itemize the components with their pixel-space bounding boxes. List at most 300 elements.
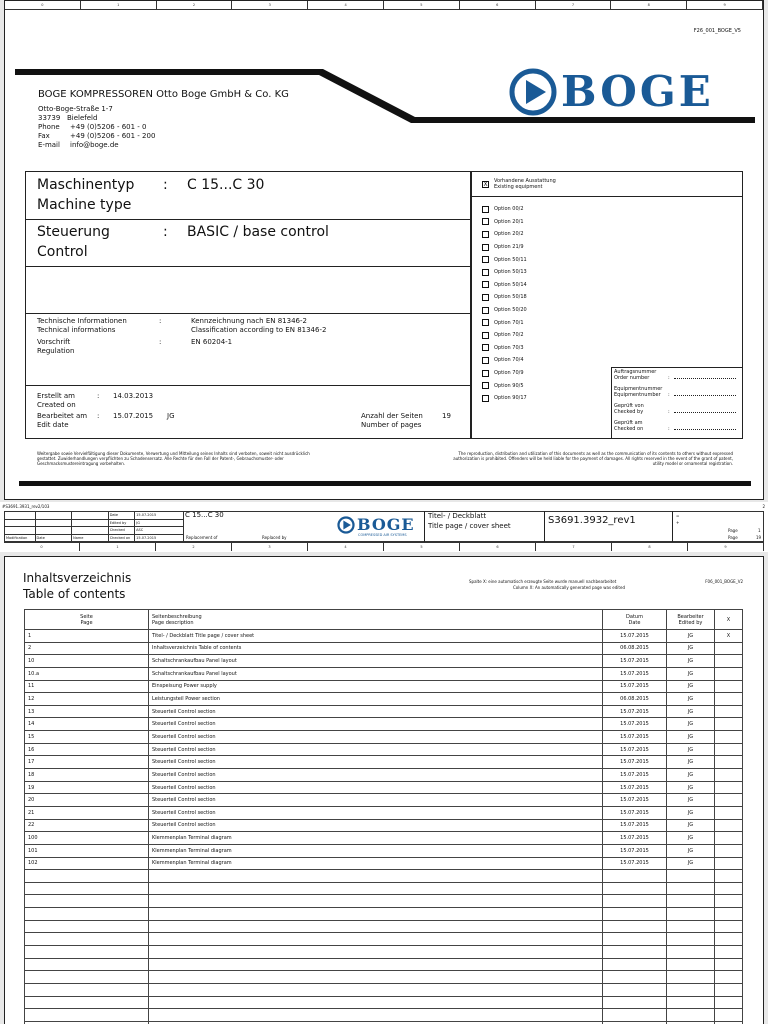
row-page: 14 <box>25 718 149 731</box>
row-editor: JG <box>667 731 715 744</box>
row-date: 15.07.2015 <box>603 731 667 744</box>
row-date: 15.07.2015 <box>603 857 667 870</box>
tb-row <box>5 519 184 527</box>
legal-de: Weitergabe sowie Vervielfältigung dieser Dokumente, Verwertung und Mitteilung seines Inhalts sind verboten, soweit nicht ausdrücklich gestattet. Zuwiderhandlungen verpflichten zu Schadensersatz. Alle Rechte für den Fall der Patent-, Gebrauchsmuster- oder Geschmacksmustereintragung vorbehalten. <box>37 451 310 466</box>
row-x <box>715 680 743 693</box>
order-field-line <box>674 378 736 379</box>
order-field[interactable] <box>614 386 740 398</box>
row-editor: JG <box>667 806 715 819</box>
row-desc: Steuerteil Control section <box>149 756 603 769</box>
empty-cell <box>149 895 603 908</box>
row-page: 15 <box>25 731 149 744</box>
row-x <box>715 667 743 680</box>
tb-value: 15.07.2015 <box>135 534 184 542</box>
options-list <box>482 203 592 405</box>
reg-label-de: Vorschrift <box>37 338 71 346</box>
control-en: Control <box>37 244 88 260</box>
empty-cell <box>25 1009 149 1022</box>
empty-cell <box>667 1009 715 1022</box>
option-checkbox[interactable] <box>482 206 489 213</box>
empty-row <box>25 908 743 921</box>
row-desc: Klemmenplan Terminal diagram <box>149 832 603 845</box>
tb-page-value: 1 <box>758 528 761 533</box>
tb-mod-cell: Modification <box>5 534 36 542</box>
table-row[interactable] <box>25 794 743 807</box>
tb-replacement: Replacement of <box>186 535 218 540</box>
legal-en: The reproduction, distribution and utilization of this documents as well as the communication of its contents to others without expressed authorization is prohibited. Offenders will be held liable for the payment of damages. All rights reserved in the event of the grant of patent, utility model or ornamental registration. <box>453 451 733 466</box>
empty-cell <box>25 882 149 895</box>
empty-cell <box>715 908 743 921</box>
option-checkbox[interactable] <box>482 357 489 364</box>
empty-cell <box>149 920 603 933</box>
option-checkbox[interactable] <box>482 319 489 326</box>
row-page: 19 <box>25 781 149 794</box>
tb-mod-cell <box>5 512 36 520</box>
control-de: Steuerung <box>37 224 110 240</box>
empty-row <box>25 971 743 984</box>
tb-logo-sub: COMPRESSED AIR SYSTEMS <box>358 533 407 537</box>
empty-cell <box>667 933 715 946</box>
empty-cell <box>25 908 149 921</box>
fax-label: Fax <box>38 132 50 140</box>
col-editor-de: Bearbeiter <box>677 613 704 620</box>
option-checkbox[interactable] <box>482 269 489 276</box>
option-label: Option 90/17 <box>494 395 527 402</box>
option-checkbox[interactable] <box>482 231 489 238</box>
mid-ruler <box>4 542 764 551</box>
empty-cell <box>715 971 743 984</box>
order-field[interactable] <box>614 403 740 415</box>
row-page: 21 <box>25 806 149 819</box>
tech-label-de: Technische Informationen <box>37 317 127 325</box>
company-city: Bielefeld <box>66 114 98 122</box>
pages-de: Anzahl der Seiten <box>361 412 423 420</box>
order-field[interactable] <box>614 420 740 432</box>
empty-row <box>25 882 743 895</box>
option-item[interactable] <box>482 203 592 216</box>
tb-logo-mark-icon <box>337 516 355 534</box>
order-field-line <box>674 429 736 430</box>
empty-cell <box>149 933 603 946</box>
option-label: Option 50/11 <box>494 256 527 263</box>
option-item[interactable] <box>482 367 592 380</box>
order-field-label <box>614 420 668 432</box>
order-field-en: Order number <box>614 375 650 381</box>
doc-code: F26_001_BOGE_V5 <box>693 28 741 34</box>
order-field-de: Auftragsnummer <box>614 369 657 375</box>
machine-type-value: C 15...C 30 <box>187 177 265 193</box>
option-item[interactable] <box>482 266 592 279</box>
created-de: Erstellt am <box>37 392 75 400</box>
empty-cell <box>715 1009 743 1022</box>
option-item[interactable] <box>482 379 592 392</box>
empty-cell <box>149 983 603 996</box>
col-date-en: Date <box>628 619 641 626</box>
row-date: 15.07.2015 <box>603 630 667 643</box>
empty-cell <box>667 895 715 908</box>
empty-cell <box>715 958 743 971</box>
row-date: 15.07.2015 <box>603 832 667 845</box>
order-field[interactable] <box>614 369 740 381</box>
created-colon: : <box>97 392 100 400</box>
tech-label-en: Technical informations <box>37 325 116 334</box>
table-row[interactable] <box>25 857 743 870</box>
table-row[interactable] <box>25 655 743 668</box>
table-row[interactable] <box>25 743 743 756</box>
boge-logo <box>509 67 714 116</box>
empty-cell <box>715 895 743 908</box>
option-label: Option 90/5 <box>494 382 524 389</box>
bottom-band <box>19 481 751 486</box>
tb-title-de: Titel- / Deckblatt <box>428 512 487 520</box>
empty-cell <box>25 971 149 984</box>
empty-cell <box>603 958 667 971</box>
empty-cell <box>715 996 743 1009</box>
tb-label: Date <box>108 512 134 520</box>
option-label: Option 50/13 <box>494 269 527 276</box>
control-value: BASIC / base control <box>187 224 329 240</box>
empty-cell <box>149 908 603 921</box>
row-desc: Titel- / Deckblatt Title page / cover sheet <box>149 630 603 643</box>
tb-value: 15.07.2015 <box>135 512 184 520</box>
existing-label-de: Vorhandene Ausstattung <box>494 178 556 184</box>
company-address <box>38 105 155 150</box>
fax-value: +49 (0)5206 - 601 - 200 <box>70 132 156 140</box>
empty-cell <box>715 920 743 933</box>
edited-by: JG <box>167 412 175 420</box>
table-row[interactable] <box>25 819 743 832</box>
empty-cell <box>603 933 667 946</box>
row-x <box>715 781 743 794</box>
row-editor: JG <box>667 781 715 794</box>
tb-label: Edited by <box>108 519 134 527</box>
order-field-line <box>674 395 736 396</box>
row-date: 15.07.2015 <box>603 756 667 769</box>
option-checkbox[interactable] <box>482 370 489 377</box>
empty-cell <box>667 958 715 971</box>
table-row[interactable] <box>25 718 743 731</box>
row-page: 2 <box>25 642 149 655</box>
order-field-colon: : <box>668 426 670 432</box>
table-row[interactable] <box>25 642 743 655</box>
table-row[interactable] <box>25 756 743 769</box>
existing-label-en: Existing equipment <box>494 184 543 190</box>
empty-cell <box>667 882 715 895</box>
tb-label: Checked on <box>108 534 134 542</box>
option-checkbox[interactable] <box>482 307 489 314</box>
row-x <box>715 832 743 845</box>
option-label: Option 20/1 <box>494 218 524 225</box>
machine-type-colon: : <box>163 177 168 193</box>
table-row[interactable] <box>25 680 743 693</box>
row-x <box>715 731 743 744</box>
machine-type-en: Machine type <box>37 197 132 213</box>
tb-mod-cell <box>35 519 72 527</box>
option-item[interactable] <box>482 316 592 329</box>
table-row[interactable] <box>25 832 743 845</box>
empty-cell <box>603 946 667 959</box>
row-page: 102 <box>25 857 149 870</box>
company-zip: 33739 <box>38 114 61 122</box>
row-page: 18 <box>25 769 149 782</box>
option-item[interactable] <box>482 279 592 292</box>
toc-doc-code: F06_001_BOGE_V2 <box>705 579 743 584</box>
row-desc: Steuerteil Control section <box>149 731 603 744</box>
ruler-cell: 6 <box>460 543 536 551</box>
empty-cell <box>667 920 715 933</box>
row-date: 15.07.2015 <box>603 844 667 857</box>
existing-equipment <box>482 178 556 190</box>
col-editor-en: Edited by <box>678 619 703 626</box>
order-fields <box>614 369 740 437</box>
row-editor: JG <box>667 655 715 668</box>
option-item[interactable] <box>482 342 592 355</box>
empty-cell <box>667 908 715 921</box>
empty-cell <box>715 983 743 996</box>
row-x <box>715 844 743 857</box>
dates-block <box>37 392 87 430</box>
tb-mod-cell <box>72 527 109 535</box>
empty-cell <box>603 870 667 883</box>
order-field-de: Geprüft am <box>614 420 643 426</box>
row-page: 10.a <box>25 667 149 680</box>
row-date: 15.07.2015 <box>603 655 667 668</box>
edited-en: Edit date <box>37 421 69 429</box>
row-page: 101 <box>25 844 149 857</box>
empty-cell <box>149 1009 603 1022</box>
pages-value: 19 <box>442 412 451 420</box>
row-date: 15.07.2015 <box>603 806 667 819</box>
empty-cell <box>149 958 603 971</box>
machine-type-de: Maschinentyp <box>37 177 135 193</box>
row-x <box>715 819 743 832</box>
order-field-colon: : <box>668 409 670 415</box>
order-field-label <box>614 369 668 381</box>
option-checkbox[interactable] <box>482 244 489 251</box>
tb-mod-cell: Date <box>35 534 72 542</box>
order-field-label <box>614 403 668 415</box>
col-page-en: Page <box>80 619 93 626</box>
option-item[interactable] <box>482 241 592 254</box>
row-date: 15.07.2015 <box>603 743 667 756</box>
row-x <box>715 857 743 870</box>
toc-title-en: Table of contents <box>23 587 126 601</box>
empty-cell <box>715 882 743 895</box>
table-row[interactable] <box>25 731 743 744</box>
empty-cell <box>603 895 667 908</box>
tb-row <box>5 534 184 542</box>
table-row[interactable] <box>25 781 743 794</box>
row-page: 12 <box>25 693 149 706</box>
row-date: 15.07.2015 <box>603 819 667 832</box>
row-desc: Steuerteil Control section <box>149 705 603 718</box>
row-editor: JG <box>667 756 715 769</box>
ruler-cell: 8 <box>611 1 687 9</box>
row-page: 10 <box>25 655 149 668</box>
ruler-cell: 4 <box>308 543 384 551</box>
tech-value-de: Kennzeichnung nach EN 81346-2 <box>191 317 307 325</box>
empty-cell <box>603 920 667 933</box>
toc-header-row <box>25 610 743 630</box>
tb-label: Checked <box>108 527 134 535</box>
ruler-cell: 5 <box>384 1 460 9</box>
row-x <box>715 769 743 782</box>
option-item[interactable] <box>482 329 592 342</box>
option-checkbox[interactable] <box>482 294 489 301</box>
empty-cell <box>25 946 149 959</box>
empty-row <box>25 920 743 933</box>
row-date: 06.08.2015 <box>603 642 667 655</box>
row-editor: JG <box>667 857 715 870</box>
tb-row <box>5 527 184 535</box>
row-editor: JG <box>667 769 715 782</box>
empty-cell <box>667 870 715 883</box>
col-desc <box>149 610 603 630</box>
col-desc-de: Seitenbeschreibung <box>152 613 202 620</box>
boge-logo-mark-icon <box>509 68 557 116</box>
order-field-en: Checked by <box>614 409 644 415</box>
empty-row <box>25 983 743 996</box>
row-date: 06.08.2015 <box>603 693 667 706</box>
option-item[interactable] <box>482 291 592 304</box>
created-value: 14.03.2013 <box>113 392 154 400</box>
tb-mod-cell: Name <box>72 534 109 542</box>
empty-cell <box>603 983 667 996</box>
row-editor: JG <box>667 630 715 643</box>
row-desc: Klemmenplan Terminal diagram <box>149 844 603 857</box>
option-checkbox[interactable] <box>482 256 489 263</box>
col-x: X <box>715 610 743 630</box>
row-desc: Schaltschrankaufbau Panel layout <box>149 655 603 668</box>
option-checkbox[interactable] <box>482 382 489 389</box>
row-date: 15.07.2015 <box>603 718 667 731</box>
tech-value-en: Classification according to EN 81346-2 <box>191 325 327 334</box>
row-desc: Einspeisung Power supply <box>149 680 603 693</box>
ruler-cell: 4 <box>308 1 384 9</box>
tb-value: JG <box>135 519 184 527</box>
table-row[interactable] <box>25 844 743 857</box>
empty-cell <box>715 946 743 959</box>
option-item[interactable] <box>482 253 592 266</box>
ruler-cell: 2 <box>157 1 233 9</box>
option-checkbox[interactable] <box>482 332 489 339</box>
empty-cell <box>603 971 667 984</box>
option-item[interactable] <box>482 228 592 241</box>
row-editor: JG <box>667 832 715 845</box>
created-en: Created on <box>37 401 76 409</box>
row-editor: JG <box>667 705 715 718</box>
toc-sheet <box>4 556 764 1024</box>
option-item[interactable] <box>482 354 592 367</box>
table-row[interactable] <box>25 806 743 819</box>
option-label: Option 50/20 <box>494 307 527 314</box>
boge-logo-text: BOGE <box>561 67 714 116</box>
row-editor: JG <box>667 642 715 655</box>
empty-cell <box>149 971 603 984</box>
option-label: Option 70/3 <box>494 344 524 351</box>
row-x: X <box>715 630 743 643</box>
col-desc-en: Page description <box>152 619 194 626</box>
pages-en: Number of pages <box>361 421 422 429</box>
option-item[interactable] <box>482 392 592 405</box>
row-desc: Steuerteil Control section <box>149 794 603 807</box>
tb-row <box>5 512 184 520</box>
row-date: 15.07.2015 <box>603 680 667 693</box>
col-date <box>603 610 667 630</box>
ruler-cell: 7 <box>536 1 612 9</box>
row-page: 22 <box>25 819 149 832</box>
table-row[interactable] <box>25 630 743 643</box>
edit-table <box>4 511 184 542</box>
empty-cell <box>25 895 149 908</box>
row-x <box>715 642 743 655</box>
empty-row <box>25 933 743 946</box>
row-desc: Inhaltsverzeichnis Table of contents <box>149 642 603 655</box>
ruler-cell: 1 <box>80 543 156 551</box>
option-label: Option 21/9 <box>494 244 524 251</box>
order-field-de: Geprüft von <box>614 403 644 409</box>
empty-cell <box>715 933 743 946</box>
empty-cell <box>25 996 149 1009</box>
company-street: Otto-Boge-Straße 1-7 <box>38 105 113 113</box>
option-item[interactable] <box>482 304 592 317</box>
empty-cell <box>25 933 149 946</box>
option-label: Option 50/18 <box>494 294 527 301</box>
row-desc: Steuerteil Control section <box>149 769 603 782</box>
option-checkbox[interactable] <box>482 281 489 288</box>
option-item[interactable] <box>482 216 592 229</box>
option-checkbox[interactable] <box>482 218 489 225</box>
tb-logo <box>337 515 415 534</box>
option-checkbox[interactable] <box>482 395 489 402</box>
row-desc: Steuerteil Control section <box>149 718 603 731</box>
empty-row <box>25 1009 743 1022</box>
table-row[interactable] <box>25 705 743 718</box>
row-x <box>715 756 743 769</box>
row-page: 100 <box>25 832 149 845</box>
phone-label: Phone <box>38 123 60 131</box>
ruler-cell: 3 <box>232 543 308 551</box>
row-editor: JG <box>667 680 715 693</box>
control-colon: : <box>163 224 168 240</box>
empty-cell <box>667 983 715 996</box>
ruler-cell: 6 <box>460 1 536 9</box>
table-row[interactable] <box>25 667 743 680</box>
tech-colon-2: : <box>159 338 162 346</box>
reg-value: EN 60204-1 <box>191 338 233 346</box>
empty-row <box>25 946 743 959</box>
order-field-en: Equipmentnumber <box>614 392 661 398</box>
empty-cell <box>25 920 149 933</box>
table-row[interactable] <box>25 693 743 706</box>
order-field-en: Checked on <box>614 426 644 432</box>
option-checkbox[interactable] <box>482 344 489 351</box>
order-field-de: Equipmentnummer <box>614 386 663 392</box>
row-x <box>715 693 743 706</box>
row-editor: JG <box>667 718 715 731</box>
row-x <box>715 718 743 731</box>
ruler-cell: 2 <box>156 543 232 551</box>
ruler-cell: 0 <box>4 543 80 551</box>
toc-note-de: Spalte X: eine automatisch erzeugte Seite wurde manuell nachbearbeitet <box>469 579 617 584</box>
existing-checkbox[interactable]: X <box>483 180 488 188</box>
empty-cell <box>603 996 667 1009</box>
row-page: 1 <box>25 630 149 643</box>
tb-value: ASC <box>135 527 184 535</box>
table-row[interactable] <box>25 769 743 782</box>
ruler-cell: 9 <box>688 543 764 551</box>
option-label: Option 70/4 <box>494 357 524 364</box>
